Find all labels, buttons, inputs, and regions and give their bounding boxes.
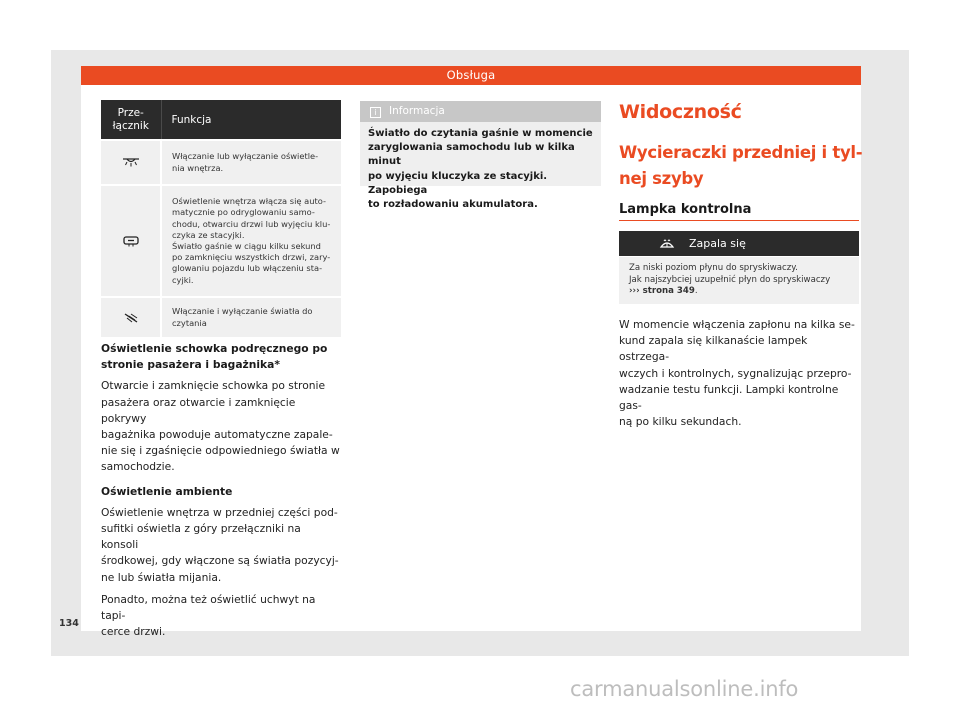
page-number: 134 — [59, 618, 79, 629]
col-header-switch: Prze- łącznik — [101, 100, 161, 140]
indicator-body: Za niski poziom płynu do spryskiwaczy. Jak najszybciej uzupełnić płyn do spryskiwaczy ››› strona 349. — [619, 257, 859, 304]
info-icon: i — [370, 107, 381, 118]
row-icon-cell — [101, 185, 161, 297]
left-column-text — [101, 341, 341, 640]
paragraph-ambient: Oświetlenie wnętrza w przedniej części pod- sufitki oświetla z góry przełączniki na konsoli środkowej, gdy włączone są światła pozycyj- ne lub światła mijania. — [101, 505, 339, 584]
watermark: carmanualsonline.info — [570, 677, 799, 701]
reading-light-icon — [122, 157, 140, 167]
subsection-title: Lampka kontrolna — [619, 202, 752, 217]
info-title: Informacja — [389, 105, 445, 117]
section-header: Obsługa — [81, 66, 861, 85]
row-function-cell: Oświetlenie wnętrza włącza się auto- matycznie po odryglowaniu samo- chodu, otwarciu drzwi lub wyjęciu klu- czyka ze stacyjki. Światło gaśnie w ciągu kilku sekund po zamknięciu wszystkich drzwi, zary- glowaniu pojazdu lub włączeniu sta- cyjki. — [161, 185, 341, 297]
row-function-cell: Włączanie lub wyłączanie oświetle- nia wnętrza. — [161, 140, 341, 185]
switch-function-table — [101, 100, 341, 337]
washer-fluid-icon — [659, 237, 675, 250]
col-header-function: Funkcja — [161, 100, 341, 140]
info-body: Światło do czytania gaśnie w momencie zaryglowania samochodu lub w kilka minut po wyjęciu kluczyka ze stacyjki. Zapobiega to rozładowaniu akumulatora. — [368, 128, 593, 211]
table-row — [101, 140, 341, 185]
chapter-title: Widoczność — [619, 101, 742, 123]
paragraph-glovebox: Otwarcie i zamknięcie schowka po stronie pasażera oraz otwarcie i zamknięcie pokrywy bagażnika powoduje automatyczne zapale- nie się i zgaśnięcie odpowiedniego światła w samochodzie. — [101, 379, 340, 474]
heading-glovebox-lighting: Oświetlenie schowka podręcznego po stronie pasażera i bagażnika* — [101, 342, 328, 372]
table-header-row — [101, 100, 341, 140]
heading-ambient-lighting: Oświetlenie ambiente — [101, 484, 233, 498]
table-row — [101, 297, 341, 337]
section-title: Wycieraczki przedniej i tyl- nej szyby — [619, 143, 863, 188]
row-function-cell: Włączanie i wyłączanie światła do czytania — [161, 297, 341, 337]
door-contact-icon — [123, 235, 139, 247]
subsection-divider — [619, 220, 859, 221]
info-box-header — [360, 101, 601, 122]
row-icon-cell — [101, 297, 161, 337]
spot-light-icon — [123, 312, 139, 324]
right-column-text: W momencie włączenia zapłonu na kilka se- kund zapala się kilkanaście lampek ostrzega- wczych i kontrolnych, sygnalizując przepro- wadzanie testu funkcji. Lampki kontrolne gas- ną po kilku sekundach. — [619, 318, 855, 429]
indicator-title: Zapala się — [689, 237, 746, 250]
page-reference-link[interactable]: ››› strona 349 — [629, 286, 695, 296]
paragraph-door-handle: Ponadto, można też oświetlić uchwyt na tapi- cerce drzwi. — [101, 592, 316, 639]
info-box — [360, 101, 601, 211]
row-icon-cell — [101, 140, 161, 185]
indicator-header — [619, 231, 859, 256]
table-row — [101, 185, 341, 297]
